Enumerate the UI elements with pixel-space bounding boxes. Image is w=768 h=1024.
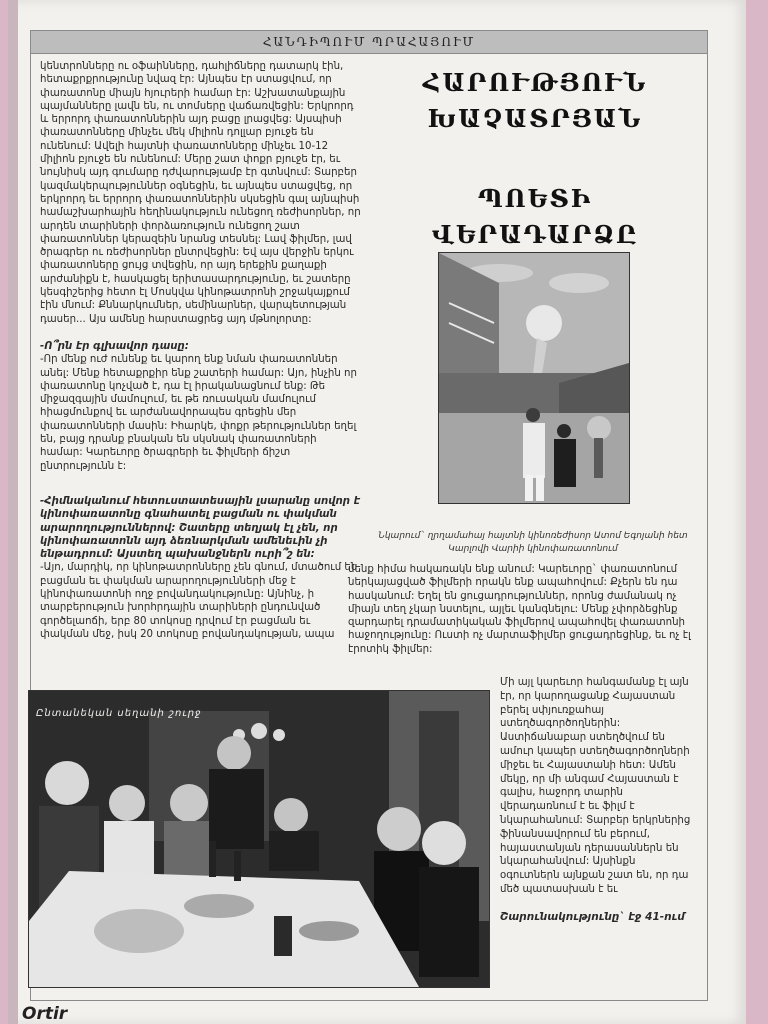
article-continuation-mid: մենք հիմա հակառակն ենք անում: Կարեւորը` փառատոնում ներկայացված ֆիլմերի որակն ենք ապահովում: Քչերն են դա հասկանում: Եղել են ցուցադրություններ, որոնց ժամանակ ոչ միայն տեղ չկար նստելու, այլեւ կանգնելու: Մենք չփորձեցինք զարդարել դրամատիկական ֆիլմերով ապահովել փառատոնի հաջողությունը: Ուստի ոչ մարտաֆիլմեր ցուցադրեցինք, եւ ոչ էլ էրոտիկ ֆիլմեր: xyxy=(348,564,691,655)
author-name-first: ՀԱՐՈՒԹՅՈՒՆ xyxy=(422,68,648,97)
article-continuation-right: Մի այլ կարեւոր հանգամանք էլ այն էր, որ կարողացանք Հայաստան բերել սփյուռքահայ ստեղծագործողներին: Աստիճանաբար ստեղծվում են ամուր կապեր ստեղծագործողների միջեւ եւ Հայաստանի հետ: Ամեն մեկը, որ մի անգամ Հայաստան է գալիս, հաջորդ տարին վերադառնում է եւ ֆիլմ է նկարահանում: Տարբեր երկրներից ֆինանսավորում են բերում, հայաստանյան դերասաններն են նկարահանվում: Այսինքն օգուտներն այնքան շատ են, որ դա մեծ պատասխան է եւ xyxy=(500,677,691,895)
answer-1: -Որ մենք ուժ ունենք եւ կարող ենք նման փառատոններ անել: Մենք հետաքրքիր ենք շատերի համար: Այո, ինչին որ փառատոնը կոչված է, դա էլ իրականացնում ենք: Թե միջազգային մամուլում, եւ թե ռուսական մամուլում հիացմունքով եւ արժանավորապես գրեցին մեր փառատոնների մասին: Իհարկե, փոքր թերություններ եղել են, բայց դրանք բնական են սկսնակ փառատոների համար: Կարեւորը ծրագրերի եւ ֆիլմերի ճիշտ ընտրությունն է: xyxy=(40,354,357,472)
section-header: ՀԱՆԴԻՊՈՒՄ ՊՐԱՀԱՅՈՒՄ xyxy=(30,30,708,54)
festival-photo-caption: Նկարում` ղրղամահայ հայտնի կինոռեժիսոր Ատոմ Եգոյանի հետ Կարլովի Վարիի կինոփառատոնում xyxy=(378,531,688,554)
answer-2: -Այո, մարդիկ, որ կինոթատրոնները չեն գնում, մտածում են բացման եւ փակման արարողությունների մեջ է կինոփառատոնի ողջ բովանդակությունը: Այնինչ, ի տարբերություն խորհրդային տարիների ընդունված գործելաոճի, երբ 80 տոկոսը դրվում էր բացման եւ փակման մեջ, իսկ 20 տոկոսը բովանդակության, ապա xyxy=(40,562,358,640)
article-title xyxy=(380,65,690,253)
article-right-column xyxy=(500,676,696,925)
article-left-column xyxy=(40,60,362,680)
question-2: -Հիմնականում հետուստատեսային լսարանը սովոր է կինոփառատոնը գնահատել բացման ու փակման արարողություններով: Շատերը տեղյակ էլ չեն, որ կինոփառատոնն այդ ձեռնարկման ամենեւին չի ենթադրում: Այստեղ պախանջներն ուրի՞շ են: xyxy=(40,495,361,561)
article-intro: կենտրոնները ու օֆաինները, դահլիճները դատարկ էին, հետաքրքրությունը նվազ էր: Այնպես էր ստացվում, որ փառատոնը միայն հյուրերի համար էր: Աշխատանքային պայմանները լավն են, ու տոմսերը վաճառվեցին: Երկրորդ և երրորդ փառատոններին այդ բացը լրացվեց: Այսպիսի փառատոնները մինչեւ մեկ միլիոն դոլլար բյուջե են ունենում: Ավելի հայտնի փառատոնները մինչեւ 10-12 միլիոն բյուջե են ունենում: Մերը շատ փոքր բյուջե էր, եւ նույնիսկ այդ գումարը դժվարությամբ էր գտնվում: Տարբեր կազմակերպություններ օգնեցին, եւ այնպես ստացվեց, որ երկրորդ եւ երրորդ փառատոններին սկսեցին գալ այնպիսի համաշխարհային հեղինակություն ունեցող ռեժիսորներ, որ արդեն տարիների փորձառություն ունեցող շատ փառատոններ կերազեին նրանց տեսնել: Լավ ֆիլմեր, լավ ծրագրեր ու ռեժիսորներ ընտրվեցին: Եվ այս վերջին երկու փառատոները ցույց տվեցին, որ այդ երեքին քաղաքի արժանիքն է, հասկացել երիտասարդությունը, եւ շատերը կեսգիշերից հետո էլ Մոսկվա կինոթատրոնի շրջակայքում էին մնում: Քննարկումներ, սեմինարներ, վարպետության դասեր... Այս ամենը հարստացրեց այդ մթնոլորտը: xyxy=(40,61,361,325)
magazine-logo: Ortir xyxy=(22,1004,68,1024)
festival-photo-image xyxy=(439,253,629,503)
question-1: -Ո՞րն էր գլխավոր դասը: xyxy=(40,340,189,352)
festival-photo xyxy=(438,252,630,504)
continued-on-page: Շարունակությունը` էջ 41-ում xyxy=(500,910,685,923)
family-table-photo xyxy=(28,690,490,988)
author-name-last: ԽԱՉԱՏՐՅԱՆ xyxy=(427,104,643,133)
family-table-photo-image xyxy=(29,691,489,987)
page-spine xyxy=(8,0,18,1024)
family-photo-caption: Ընտանեկան սեղանի շուրջ xyxy=(36,708,202,719)
article-subtitle: ՊՈԵՏԻ ՎԵՐԱԴԱՐՁԸ xyxy=(431,184,639,249)
